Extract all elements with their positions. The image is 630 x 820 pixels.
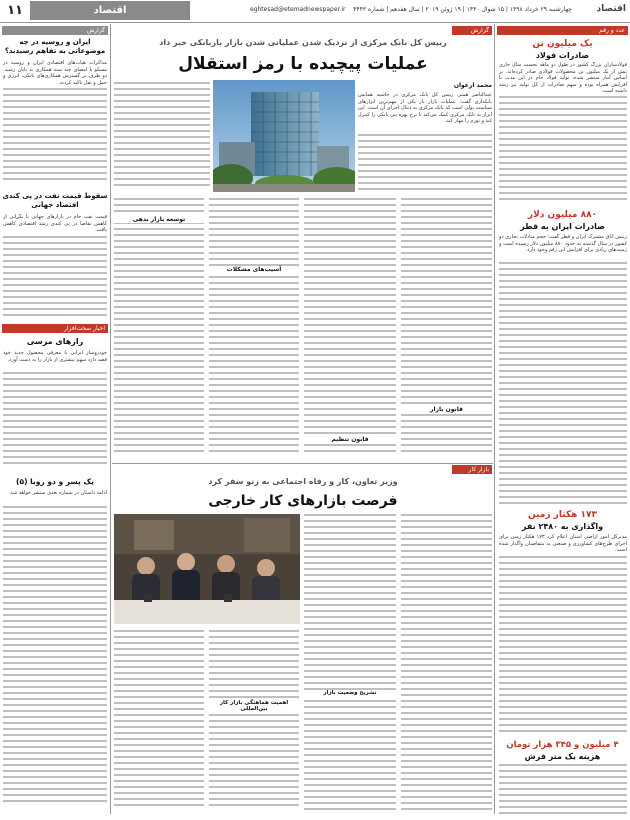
left-text: ادامه داستان در شماره بعدی منتشر خواهد شد.	[8, 490, 107, 496]
stat-headline: ۴ میلیون و ۳۴۵ هزار تومان	[506, 740, 619, 750]
meeting-photo	[114, 514, 300, 624]
article-text-lines	[358, 134, 492, 194]
stat-headline: یک میلیون تن	[532, 39, 593, 49]
article-text-lines	[401, 198, 492, 460]
column-divider	[494, 24, 495, 814]
article-text-lines	[3, 506, 107, 812]
subheading: توسعه بازار بدهی	[114, 216, 204, 223]
article-text-lines	[499, 96, 627, 206]
center-section-bar: گزارش	[452, 26, 492, 35]
right-column-bar: عدد و رقم	[497, 26, 628, 35]
bank-building-photo	[213, 80, 355, 192]
byline: محمد ارغوان	[453, 82, 492, 89]
stat-text: مدیرکل امور اراضی استان اعلام کرد ۱۷۳ هکتار زمین برای اجرای طرح‌های کشاورزی و صنعتی به متقاضیان واگذار شده است.	[499, 534, 627, 553]
section-title: اقتصاد	[30, 1, 190, 20]
stat-subheadline: صادرات ایران به قطر	[520, 222, 605, 231]
article-text-lines	[209, 630, 299, 814]
stat-headline: ۱۷۳ هکتار زمین	[528, 510, 597, 520]
left-headline: رازهای مرسی	[26, 337, 84, 346]
left-column-bar: گزارش	[2, 26, 108, 35]
center-section-bar: بازار کار	[452, 465, 492, 474]
left-headline: سقوط قیمت نفت در پی کندی اقتصاد جهانی	[2, 192, 108, 209]
email-address[interactable]: eghtesad@etemadnewspaper.ir	[250, 6, 346, 13]
article-text-lines	[401, 514, 492, 814]
stat-text: رییس اتاق مشترک ایران و قطر گفت: حجم مبادلات تجاری دو کشور در سال گذشته به حدود ۸۸۰ میلیون دلار رسیده است و زمینه‌های زیادی برای افزایش این رقم وجود دارد.	[499, 234, 627, 253]
left-headline: یک پسر و دو روبا (۵)	[16, 477, 94, 486]
left-text: مذاکرات هیات‌های اقتصادی ایران و روسیه در مسکو با امضای چند سند همکاری به پایان رسید. دو طرف بر گسترش همکاری‌های بانکی، انرژی و حمل و نقل تاکید کردند.	[3, 60, 107, 86]
article-lead: عبدالناصر همتی رییس کل بانک مرکزی در حاشیه همایش بانکداری گفت: عملیات بازار باز یکی از مهم‌ترین ابزارهای سیاست پولی است که بانک مرکزی به دنبال اجرای آن است. این ابزار به بانک مرکزی کمک می‌کند تا نرخ بهره بین بانکی را کنترل کند و تورم را مهار کند.	[358, 92, 492, 124]
subheading: تشریح وضعیت بازار	[304, 690, 396, 696]
article-text-lines	[114, 630, 204, 814]
article-text-lines	[209, 198, 299, 460]
subheading: آسیب‌های مشکلات	[209, 266, 299, 273]
main-headline: عملیات پیچیده با رمز استقلال	[178, 54, 428, 74]
article-text-lines	[304, 514, 396, 814]
article-text-lines	[499, 764, 627, 816]
article-text-lines	[114, 82, 210, 190]
article-text-lines	[114, 198, 204, 460]
subheading: اهمیت هماهنگی بازار کار بین‌المللی	[209, 700, 299, 712]
left-column-bar: اخبار سخت‌افزار	[2, 324, 108, 333]
dateline: چهارشنبه ۲۹ خرداد ۱۳۹۸ | ۱۵ شوال ۱۴۴۰ | ۱۹ ژوئن ۲۰۱۹ | سال هفدهم | شماره ۴۴۴۳	[353, 6, 572, 13]
page-number: ۱۱	[7, 3, 23, 18]
stat-headline: ۸۸۰ میلیون دلار	[527, 210, 598, 220]
article-text-lines	[3, 236, 107, 320]
left-text: خودروساز ایرانی با معرفی محصول جدید خود قصد دارد سهم بیشتری از بازار را به دست آورد.	[3, 350, 107, 363]
column-divider	[110, 24, 111, 814]
left-headline: ایران و روسیه در چه موضوعاتی به تفاهم رسیدند؟	[4, 38, 106, 55]
secondary-headline: فرصت بازارهای کار خارجی	[208, 493, 398, 509]
newspaper-logo: اقتصاد	[596, 4, 626, 14]
stat-text: فولادسازان بزرگ کشور در طول دو ماهه نخست سال جاری بیش از یک میلیون تن محصولات فولادی صادر کرده‌اند. بر اساس آمار منتشر شده، تولید فولاد خام در این مدت با افزایش همراه بوده و سهم صادرات از کل تولید نیز رشد داشته است.	[499, 62, 627, 94]
stat-subheadline: واگذاری به ۲۴۸۰ نفر	[521, 522, 604, 531]
section-divider	[112, 463, 493, 464]
left-text: قیمت نفت خام در بازارهای جهانی با نگرانی از کاهش تقاضا در پی کندی رشد اقتصادی کاهش یافت.	[3, 214, 107, 233]
article-text-lines	[3, 372, 107, 472]
subheading: قانون تنظیم	[304, 436, 396, 443]
kicker: رییس کل بانک مرکزی از نزدیک شدن عملیاتی شدن بازار بازبانکی خبر داد	[159, 38, 447, 47]
article-text-lines	[499, 262, 627, 507]
page-header	[0, 0, 630, 23]
subheading: قانون بازار	[401, 406, 492, 413]
stat-subheadline: صادرات فولاد	[535, 51, 590, 60]
stat-subheadline: هزینه یک متر فرش	[524, 752, 601, 761]
article-text-lines	[499, 556, 627, 736]
kicker: وزیر تعاون، کار و رفاه اجتماعی به زنو سفر کرد	[208, 477, 398, 486]
article-text-lines	[3, 88, 107, 188]
article-text-lines	[304, 198, 396, 460]
